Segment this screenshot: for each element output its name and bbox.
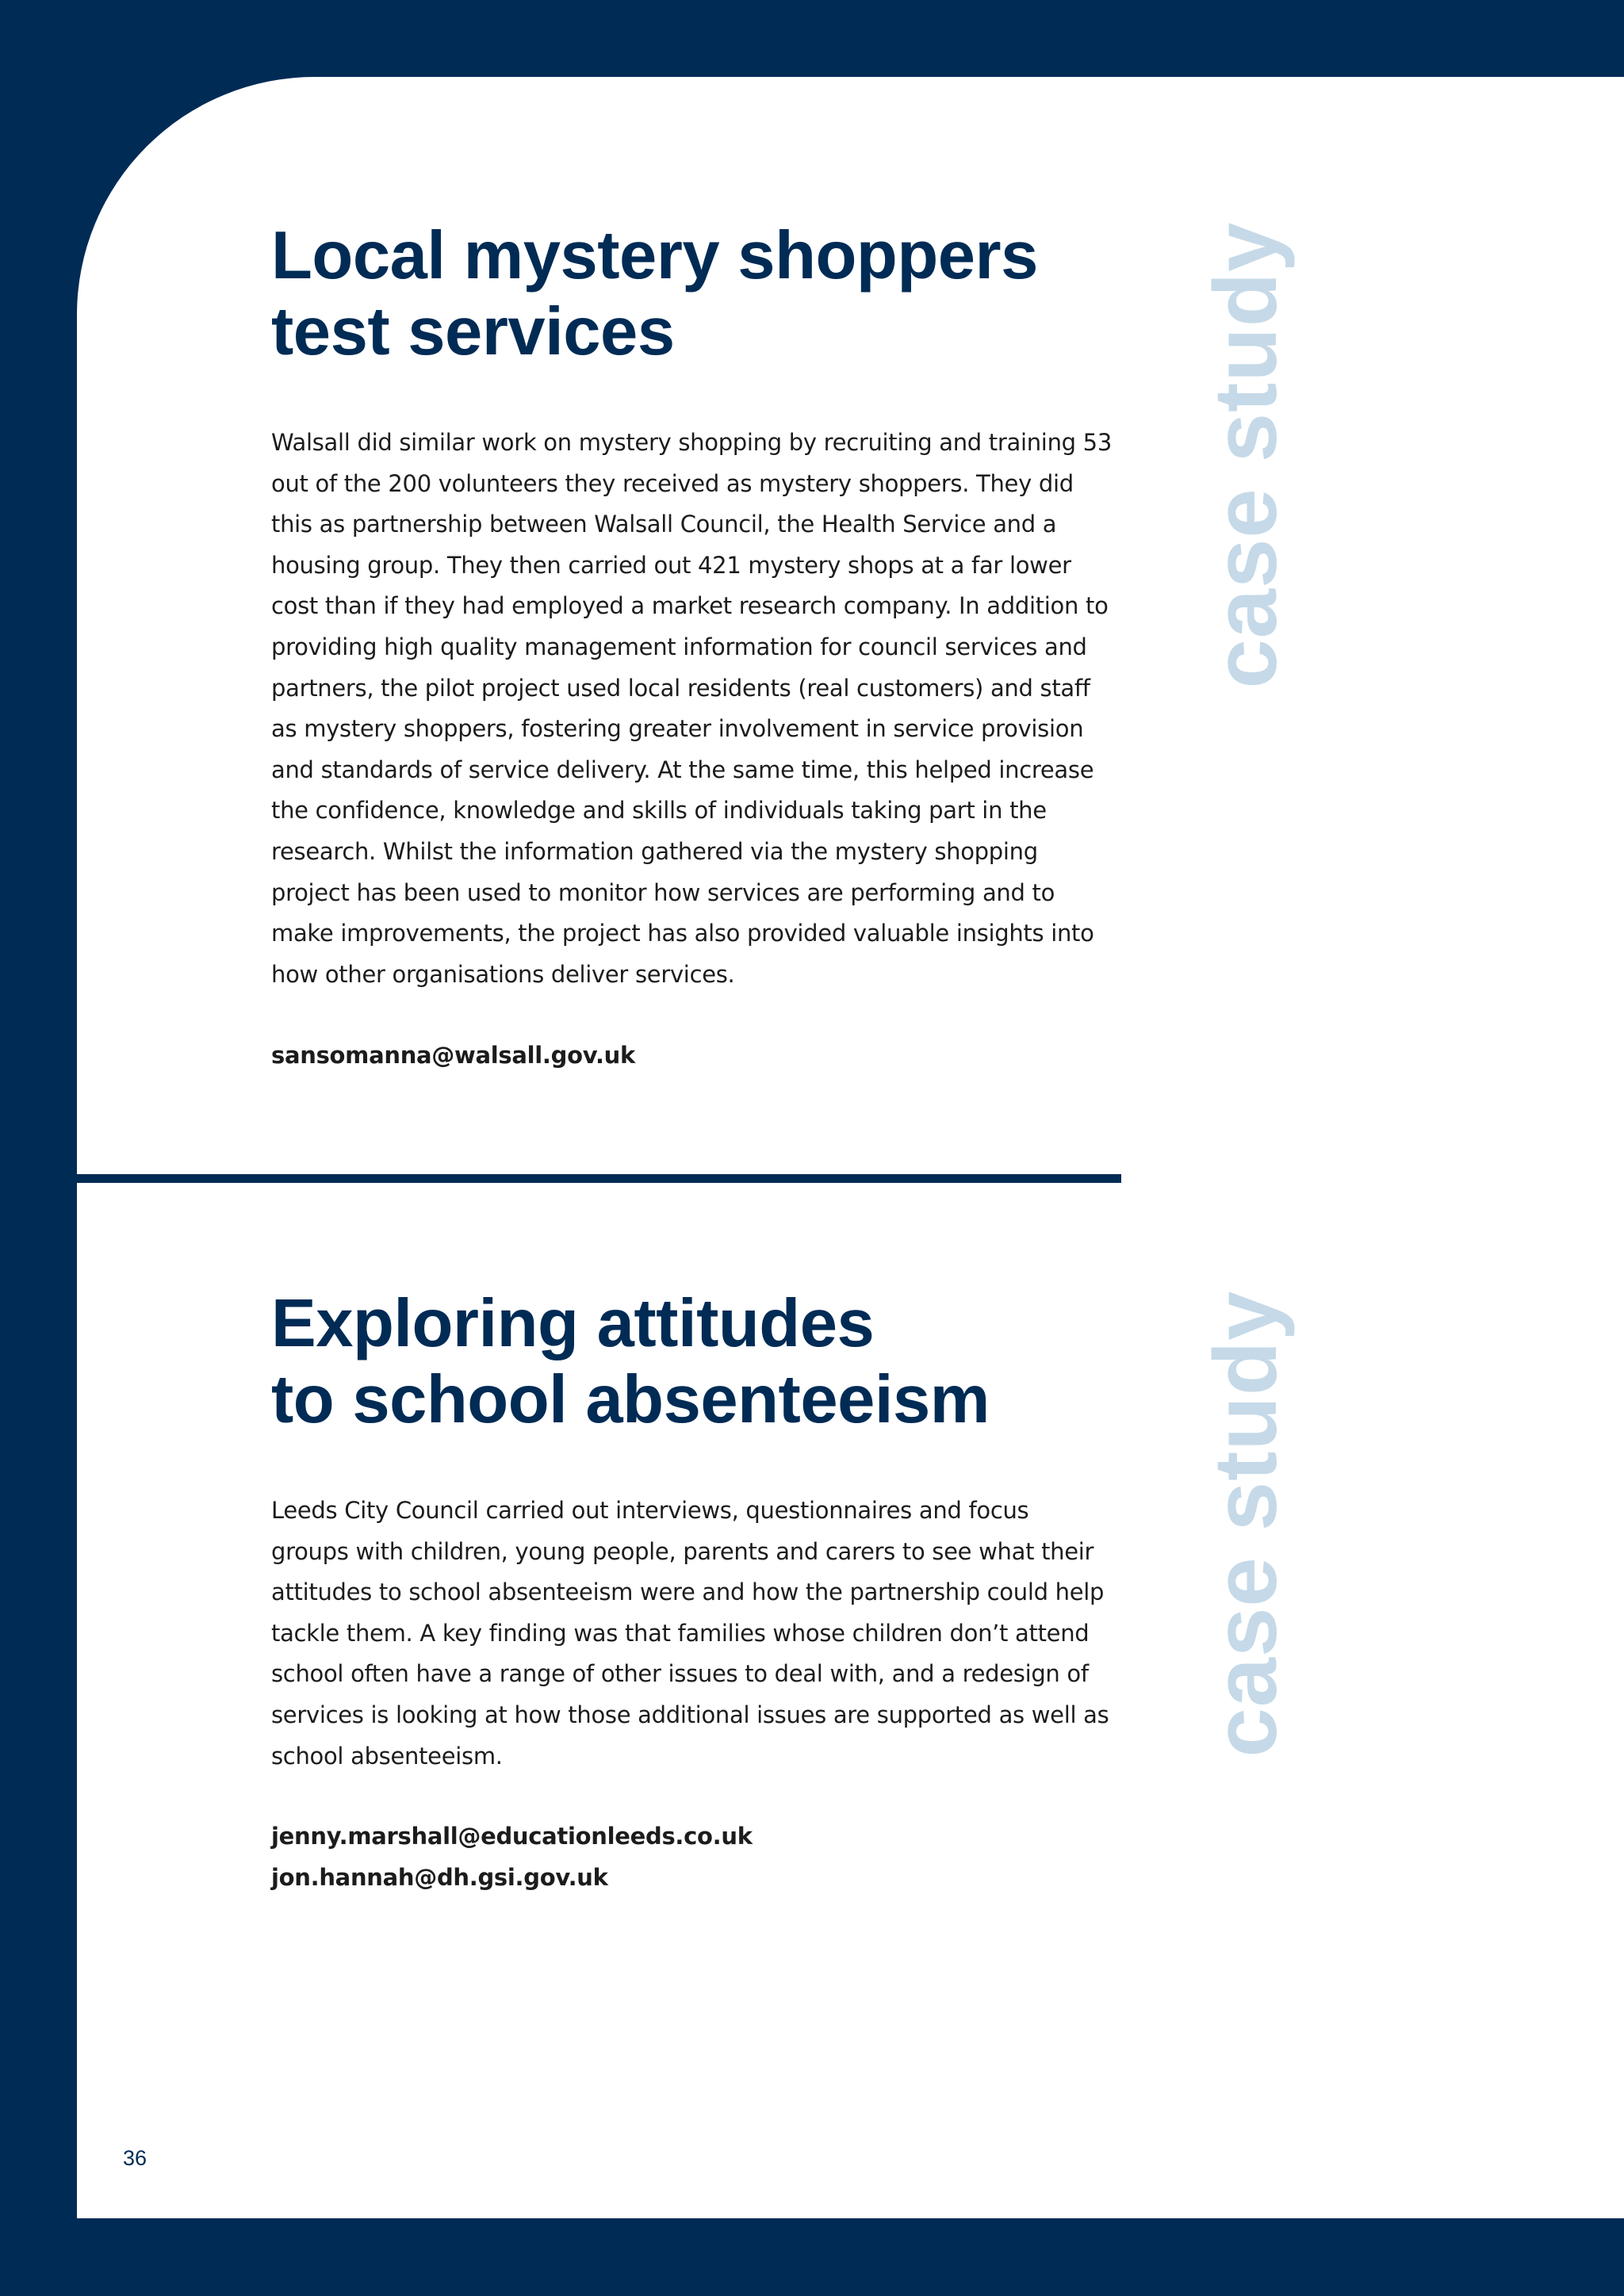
case-study-1-title-line-2: test services: [271, 294, 675, 369]
case-study-1-title: [271, 218, 1143, 370]
case-study-1-contact-email[interactable]: sansomanna@walsall.gov.uk: [271, 1042, 636, 1069]
case-study-2-title: [271, 1286, 1143, 1438]
case-study-2-title-line-1: Exploring attitudes: [271, 1286, 875, 1361]
case-study-1-title-line-1: Local mystery shoppers: [271, 218, 1038, 293]
case-study-1-contacts: [271, 1035, 1112, 1076]
case-study-2-contacts: [271, 1816, 1112, 1898]
case-study-2-contact-email-2[interactable]: jon.hannah@dh.gsi.gov.uk: [271, 1864, 608, 1891]
case-study-1-body: Walsall did similar work on mystery shopping by recruiting and training 53 out of the 200 volunteers they received as mystery shoppers. They did this as partnership between Walsall Council, the Health Service and a housing group. They then carried out 421 mystery shops at a far lower cost than if they had employed a market research company. In addition to providing high quality management information for council services and partners, the pilot project used local residents (real customers) and staff as mystery shoppers, fostering greater involvement in service provision and standards of service delivery. At the same time, this helped increase the confidence, knowledge and skills of individuals taking part in the research. Whilst the information gathered via the mystery shopping project has been used to monitor how services are performing and to make improvements, the project has also provided valuable insights into how other organisations deliver services.: [271, 429, 1112, 988]
page-number: 36: [123, 2146, 147, 2170]
case-study-2-contact-email-1[interactable]: jenny.marshall@educationleeds.co.uk: [271, 1823, 753, 1850]
case-study-2-body: Leeds City Council carried out interviews, questionnaires and focus groups with children, young people, parents and carers to see what their attitudes to school absenteeism were and how the partnership could help tackle them. A key finding was that families whose children don’t attend school often have a range of other issues to deal with, and a redesign of services is looking at how those additional issues are supported as well as school absenteeism.: [271, 1497, 1109, 1770]
case-study-1-side-label: case study: [1196, 221, 1295, 689]
section-divider: [77, 1174, 1121, 1183]
case-study-2-title-line-2: to school absenteeism: [271, 1362, 990, 1437]
case-study-2-side-label: case study: [1196, 1290, 1295, 1758]
